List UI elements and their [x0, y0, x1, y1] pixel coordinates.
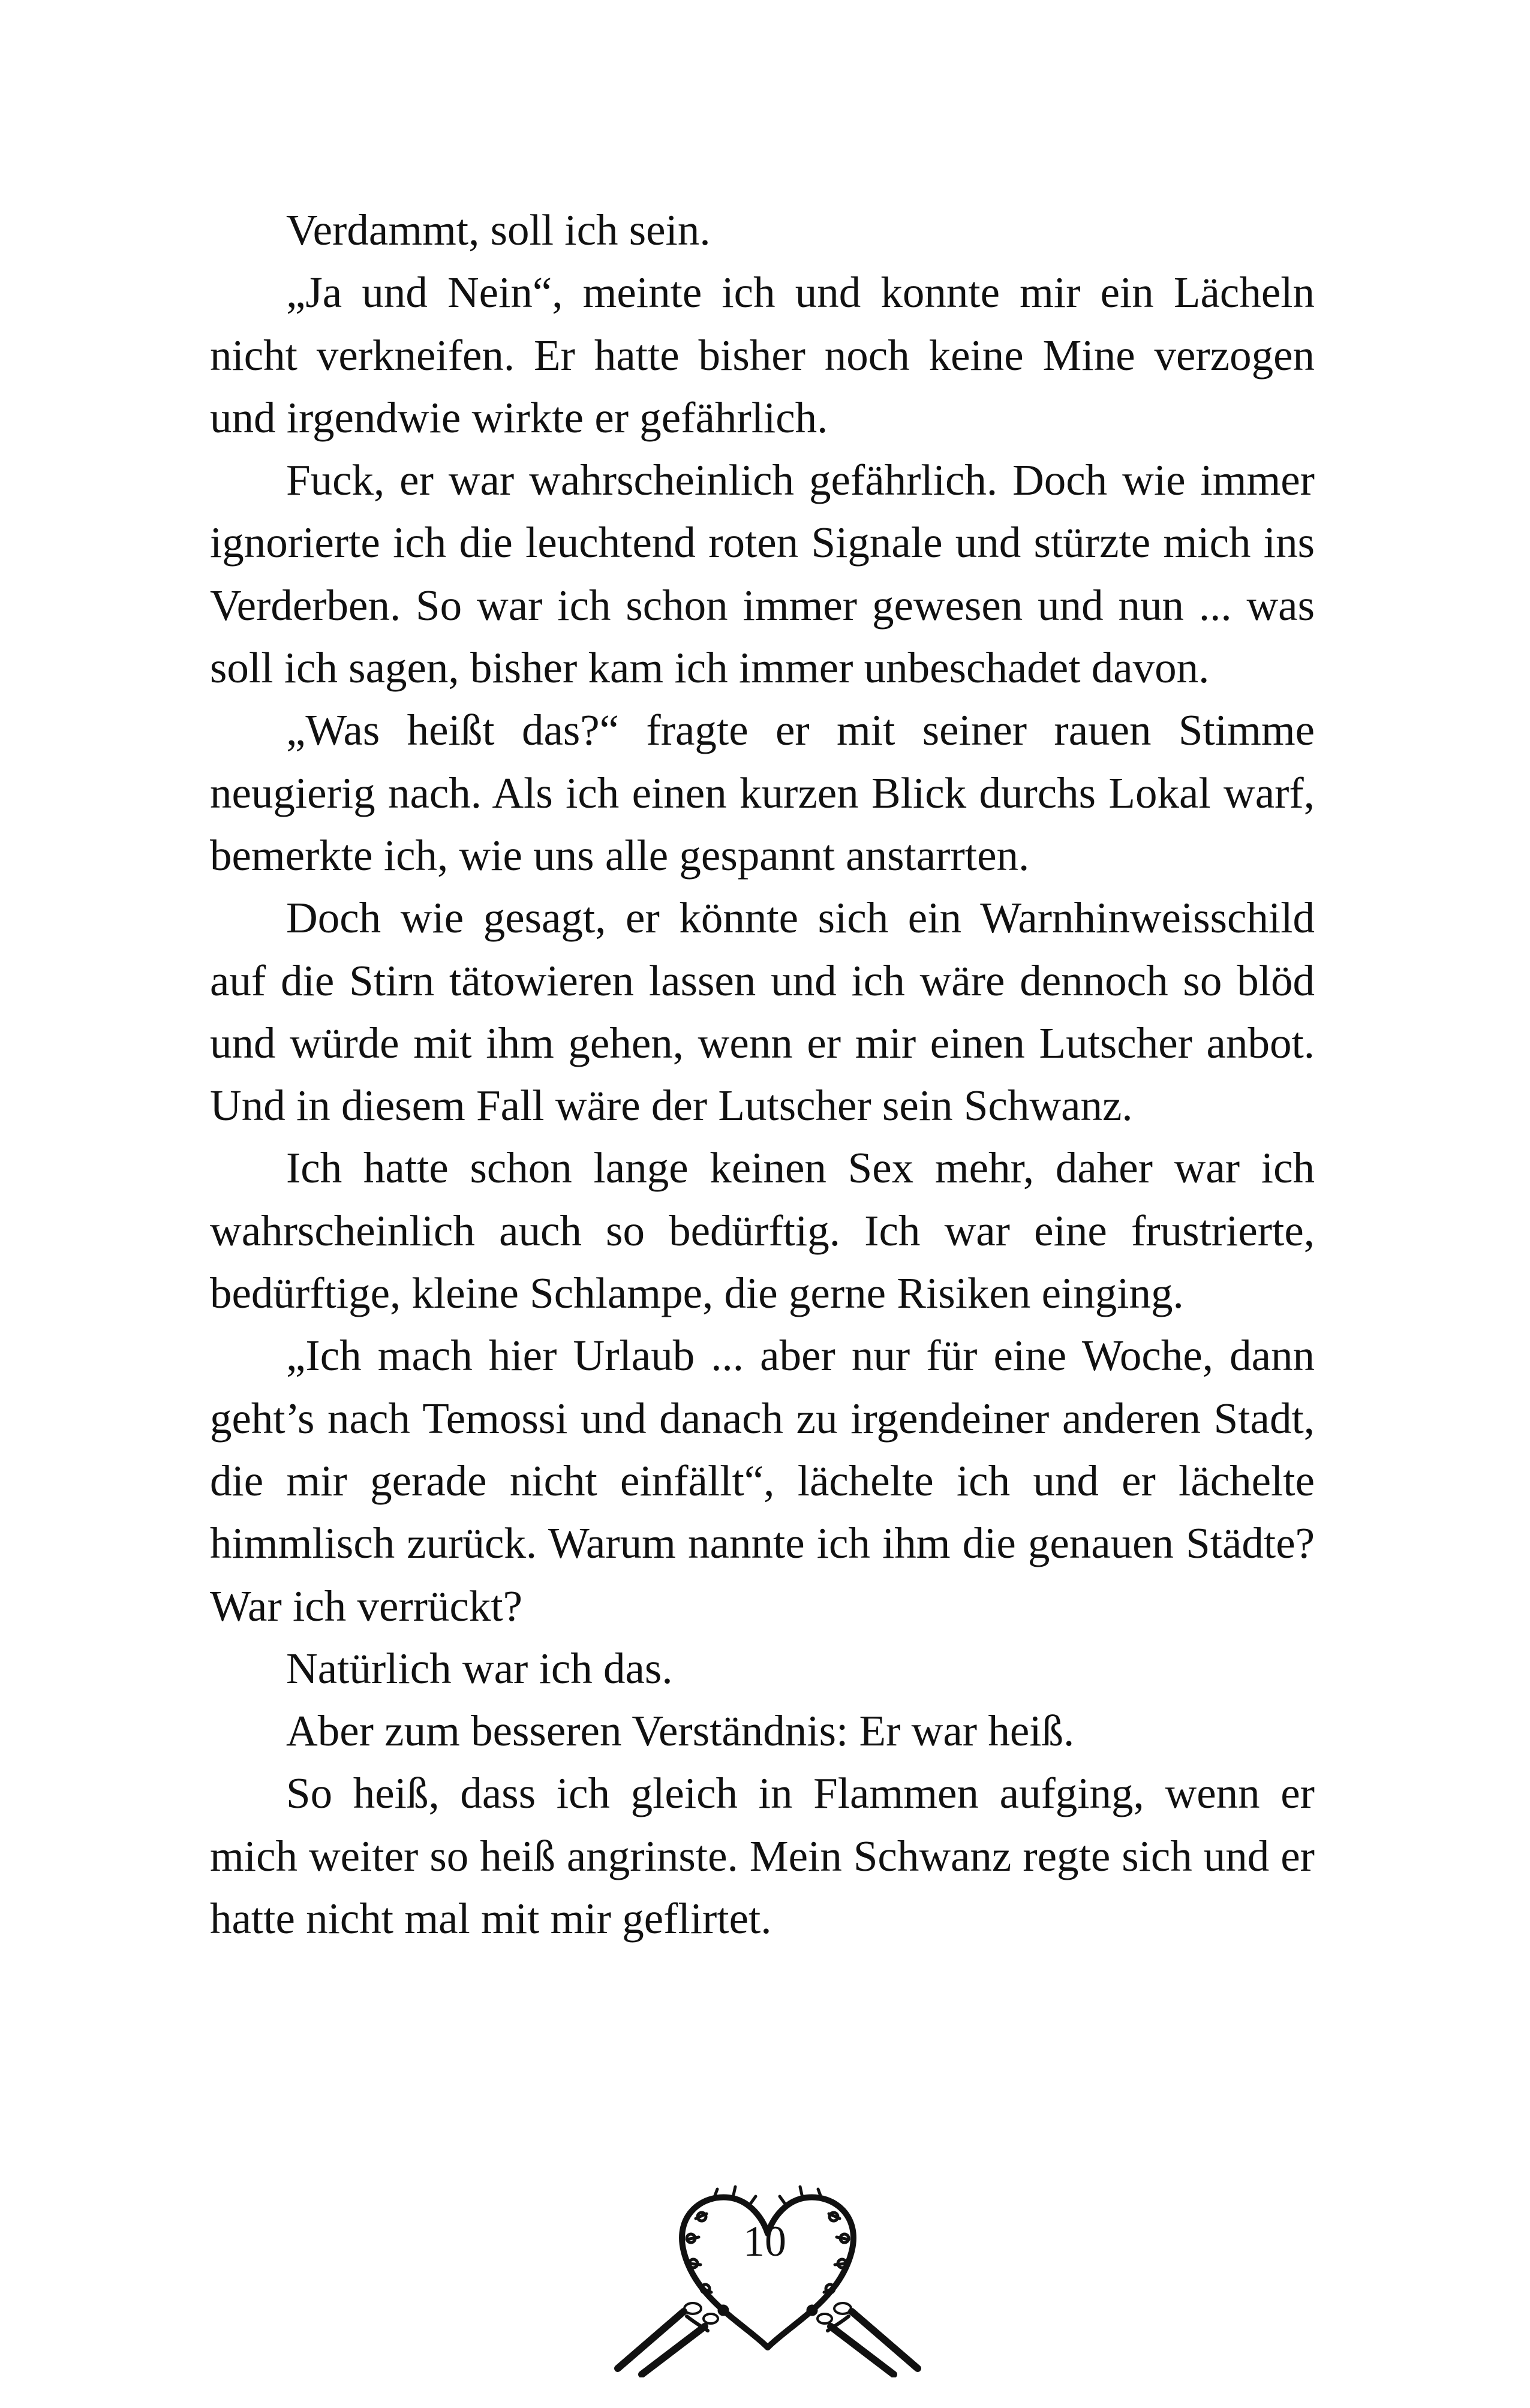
- paragraph: Doch wie gesagt, er könnte sich ein Warnhinweisschild auf die Stirn tätowieren lassen und ich wäre dennoch so blöd und würde mit ihm gehen, wenn er mir einen Lutscher anbot. Und in diesem Fall wäre der Lutscher sein Schwanz.: [210, 893, 1315, 1130]
- paragraph: So heiß, dass ich gleich in Flammen aufging, wenn er mich weiter so heiß angrinste. Mein Schwanz regte sich und er hatte nicht mal mit mir geflirtet.: [210, 1769, 1315, 1943]
- paragraph: „Ich mach hier Urlaub ... aber nur für eine Woche, dann geht’s nach Temossi und danach zu irgendeiner anderen Stadt, die mir gerade nicht einfällt“, lächelte ich und er lächelte himmlisch zurück. Warum nannte ich ihm die genauen Städte? War ich verrückt?: [210, 1331, 1315, 1630]
- paragraph: „Ja und Nein“, meinte ich und konnte mir ein Lächeln nicht verkneifen. Er hatte bisher noch keine Mine verzogen und irgendwie wirkte er gefährlich.: [210, 268, 1315, 442]
- page-number: 10: [743, 2217, 786, 2265]
- skeleton-hands-heart-icon: [606, 2162, 930, 2377]
- paragraph: Natürlich war ich das.: [286, 1644, 673, 1693]
- paragraph: Fuck, er war wahrscheinlich gefährlich. Doch wie immer ignorierte ich die leuchtend roten Signale und stürzte mich ins Verderben. So war ich schon immer gewesen und nun ... was soll ich sagen, bisher kam ich immer unbeschadet davon.: [210, 456, 1315, 693]
- paragraph: Verdammt, soll ich sein.: [286, 206, 711, 254]
- paragraph: Ich hatte schon lange keinen Sex mehr, daher war ich wahrscheinlich auch so bedürftig. Ich war eine frustrierte, bedürftige, kleine Schlampe, die gerne Risiken einging.: [210, 1143, 1315, 1318]
- paragraph: Aber zum besseren Verständnis: Er war heiß.: [286, 1706, 1075, 1756]
- body-text: [210, 199, 1315, 1950]
- paragraph: „Was heißt das?“ fragte er mit seiner rauen Stimme neugierig nach. Als ich einen kurzen Blick durchs Lokal warf, bemerkte ich, wie uns alle gespannt anstarrten.: [210, 706, 1315, 880]
